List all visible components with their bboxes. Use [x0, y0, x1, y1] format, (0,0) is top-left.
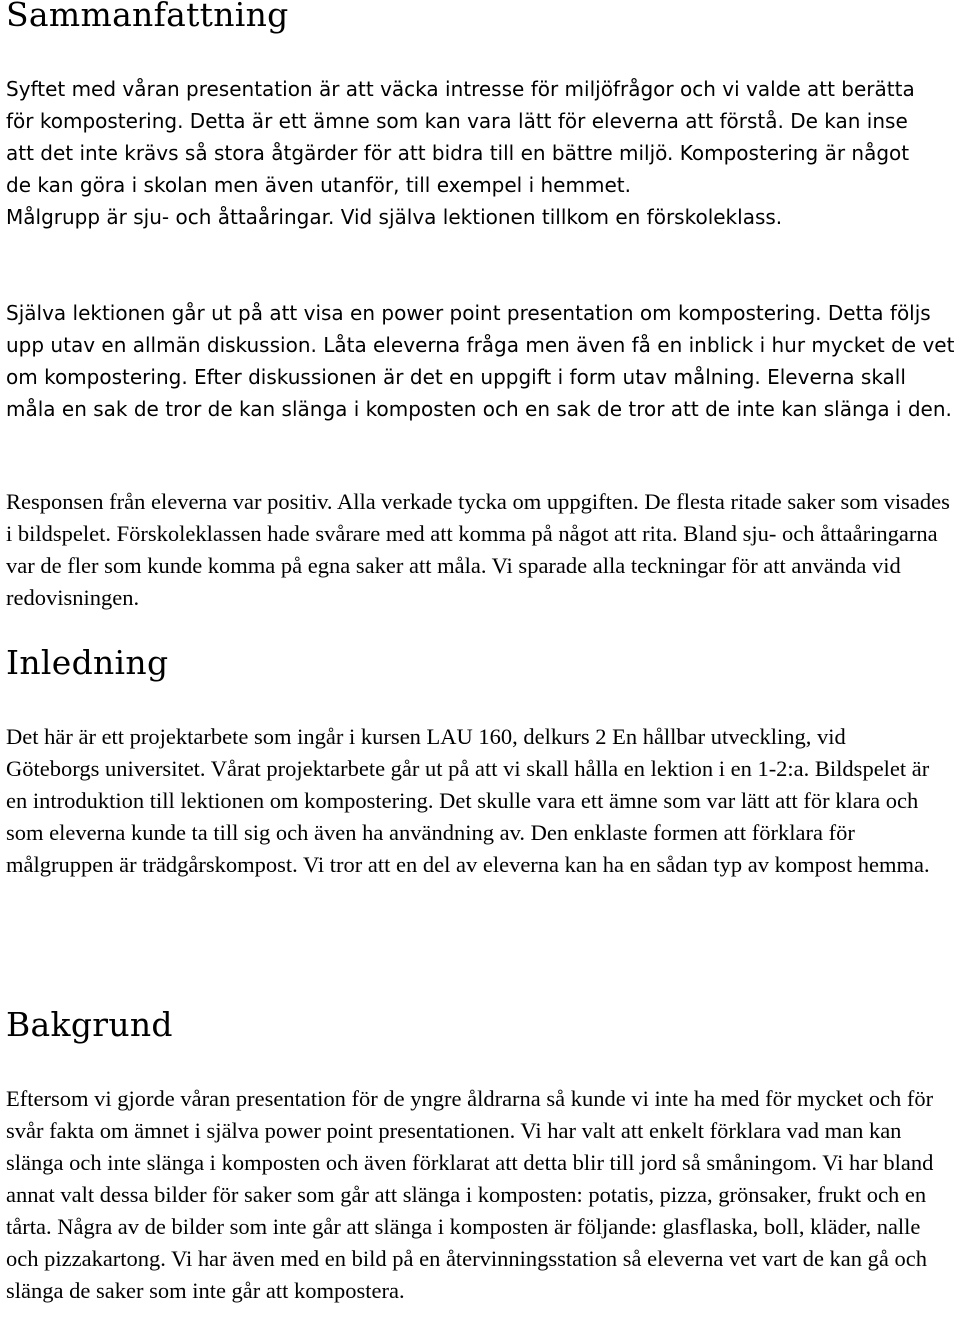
section-heading-sammanfattning: Sammanfattning	[6, 0, 289, 34]
paragraph-respons: Responsen från eleverna var positiv. Alla verkade tycka om uppgiften. De flesta ritade saker som visades i bildspelet. Förskoleklassen hade svårare med att komma på något att rita. Bland sju- och åttaåringarna var de fler som kunde komma på egna saker att måla. Vi sparade alla teckningar för att använda vid redovisningen.	[6, 489, 950, 610]
paragraph-inledning: Det här är ett projektarbete som ingår i kursen LAU 160, delkurs 2 En hållbar utveckling, vid Göteborgs universitet. Vårat projektarbete går ut på att vi skall hålla en lektion i en 1-2:a. Bildspelet är en introduktion till lektionen om kompostering. Det skulle vara ett ämne som var lätt att för klara och som eleverna kunde ta till sig och även ha användning av. Den enklaste formen att förklara för målgruppen är trädgårskompost. Vi tror att en del av eleverna kan ha en sådan typ av kompost hemma.	[6, 724, 930, 877]
paragraph-lektion: Själva lektionen går ut på att visa en power point presentation om kompostering. Detta följs upp utav en allmän diskussion. Låta eleverna fråga men även få en inblick i hur mycket de vet om kompostering. Efter diskussionen är det en uppgift i form utav målning. Eleverna skall måla en sak de tror de kan slänga i komposten och en sak de tror att de inte kan slänga i den.	[6, 301, 955, 421]
paragraph-malgrupp: Målgrupp är sju- och åttaåringar. Vid själva lektionen tillkom en förskoleklass.	[6, 205, 783, 229]
paragraph-syfte: Syftet med våran presentation är att väcka intresse för miljöfrågor och vi valde att berätta för kompostering. Detta är ett ämne som kan vara lätt för eleverna att förstå. De kan inse att det inte krävs så stora åtgärder för att bidra till en bättre miljö. Kompostering är något de kan göra i skolan men även utanför, till exempel i hemmet.	[6, 77, 915, 197]
section-heading-bakgrund: Bakgrund	[6, 1005, 173, 1044]
section-heading-inledning: Inledning	[6, 643, 169, 682]
paragraph-bakgrund: Eftersom vi gjorde våran presentation för de yngre åldrarna så kunde vi inte ha med för mycket och för svår fakta om ämnet i själva power point presentationen. Vi har valt att enkelt förklara vad man kan slänga och inte slänga i komposten och även förklarat att detta blir till jord så småningom. Vi har bland annat valt dessa bilder för saker som går att slänga i komposten: potatis, pizza, grönsaker, frukt och en tårta. Några av de bilder som inte går att slänga i komposten är följande: glasflaska, boll, kläder, nalle och pizzakartong. Vi har även med en bild på en återvinningsstation så eleverna vet vart de kan gå och slänga de saker som inte går att kompostera.	[6, 1086, 934, 1303]
